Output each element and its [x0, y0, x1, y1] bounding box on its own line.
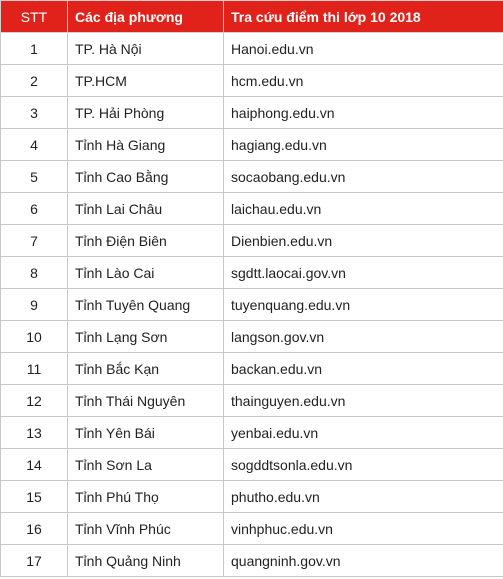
row-stt: 4	[1, 129, 68, 161]
row-stt: 17	[1, 545, 68, 577]
row-stt: 15	[1, 481, 68, 513]
row-locality: Tỉnh Quảng Ninh	[68, 545, 224, 577]
header-row	[1, 1, 503, 33]
header-locality: Các địa phương	[68, 1, 224, 33]
row-site: quangninh.gov.vn	[224, 545, 503, 577]
table-row	[1, 449, 503, 481]
table-row	[1, 385, 503, 417]
table-row	[1, 129, 503, 161]
row-site: yenbai.edu.vn	[224, 417, 503, 449]
table-row	[1, 417, 503, 449]
row-site: backan.edu.vn	[224, 353, 503, 385]
row-locality: Tỉnh Yên Bái	[68, 417, 224, 449]
row-locality: TP.HCM	[68, 65, 224, 97]
row-locality: Tỉnh Vĩnh Phúc	[68, 513, 224, 545]
row-stt: 7	[1, 225, 68, 257]
table-body	[1, 33, 503, 577]
row-stt: 11	[1, 353, 68, 385]
table-row	[1, 321, 503, 353]
table-row	[1, 161, 503, 193]
row-locality: Tỉnh Lai Châu	[68, 193, 224, 225]
row-locality: Tỉnh Lào Cai	[68, 257, 224, 289]
row-locality: Tỉnh Sơn La	[68, 449, 224, 481]
row-stt: 14	[1, 449, 68, 481]
row-locality: Tỉnh Lạng Sơn	[68, 321, 224, 353]
row-site: Hanoi.edu.vn	[224, 33, 503, 65]
row-site: vinhphuc.edu.vn	[224, 513, 503, 545]
row-locality: Tỉnh Bắc Kạn	[68, 353, 224, 385]
row-site: thainguyen.edu.vn	[224, 385, 503, 417]
header-stt: STT	[1, 1, 68, 33]
row-stt: 6	[1, 193, 68, 225]
row-stt: 13	[1, 417, 68, 449]
table-row	[1, 545, 503, 577]
row-locality: Tỉnh Hà Giang	[68, 129, 224, 161]
row-site: socaobang.edu.vn	[224, 161, 503, 193]
row-locality: Tỉnh Cao Bằng	[68, 161, 224, 193]
table-row	[1, 193, 503, 225]
row-site: langson.gov.vn	[224, 321, 503, 353]
table-row	[1, 481, 503, 513]
table-row	[1, 513, 503, 545]
row-stt: 12	[1, 385, 68, 417]
row-stt: 2	[1, 65, 68, 97]
row-site: hagiang.edu.vn	[224, 129, 503, 161]
row-stt: 3	[1, 97, 68, 129]
row-stt: 8	[1, 257, 68, 289]
row-site: laichau.edu.vn	[224, 193, 503, 225]
row-stt: 16	[1, 513, 68, 545]
row-site: sgdtt.laocai.gov.vn	[224, 257, 503, 289]
table-row	[1, 65, 503, 97]
row-locality: Tỉnh Tuyên Quang	[68, 289, 224, 321]
table-row	[1, 33, 503, 65]
row-locality: Tỉnh Thái Nguyên	[68, 385, 224, 417]
row-site: phutho.edu.vn	[224, 481, 503, 513]
row-site: Dienbien.edu.vn	[224, 225, 503, 257]
row-stt: 5	[1, 161, 68, 193]
table-row	[1, 225, 503, 257]
row-site: haiphong.edu.vn	[224, 97, 503, 129]
table-row	[1, 257, 503, 289]
row-locality: TP. Hải Phòng	[68, 97, 224, 129]
row-stt: 9	[1, 289, 68, 321]
table-row	[1, 353, 503, 385]
table-header	[1, 1, 503, 33]
table-row	[1, 289, 503, 321]
row-site: sogddtsonla.edu.vn	[224, 449, 503, 481]
row-locality: Tỉnh Phú Thọ	[68, 481, 224, 513]
row-stt: 1	[1, 33, 68, 65]
row-site: hcm.edu.vn	[224, 65, 503, 97]
row-locality: TP. Hà Nội	[68, 33, 224, 65]
row-locality: Tỉnh Điện Biên	[68, 225, 224, 257]
row-site: tuyenquang.edu.vn	[224, 289, 503, 321]
table-row	[1, 97, 503, 129]
header-lookup: Tra cứu điểm thi lớp 10 2018	[224, 1, 503, 33]
row-stt: 10	[1, 321, 68, 353]
